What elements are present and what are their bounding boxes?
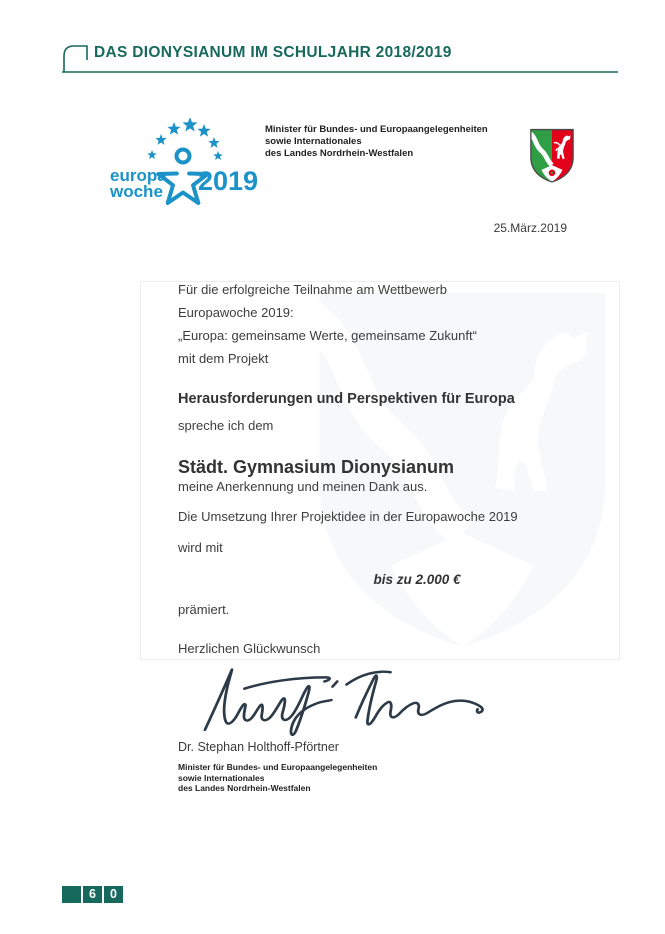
sender-line: Minister für Bundes- und Europaangelegenheiten xyxy=(265,124,488,135)
logo-year: 2019 xyxy=(198,166,259,196)
body-line: spreche ich dem xyxy=(178,418,274,433)
body-line: Herzlichen Glückwunsch xyxy=(178,641,321,656)
logo-word-1: europa xyxy=(110,166,167,185)
body-line: Europawoche 2019: xyxy=(178,305,294,320)
page-number-marker-square xyxy=(62,886,81,903)
page-title: DAS DIONYSIANUM IM SCHULJAHR 2018/2019 xyxy=(94,44,452,61)
logo-star-arc xyxy=(147,118,223,160)
logo-word-2: woche xyxy=(110,182,163,201)
sender-line: des Landes Nordrhein-Westfalen xyxy=(265,148,414,159)
europawoche-star-logo xyxy=(106,118,266,212)
handwritten-signature-icon xyxy=(198,664,488,736)
school-name: Städt. Gymnasium Dionysianum xyxy=(178,457,455,477)
signatory-role-line: des Landes Nordrhein-Westfalen xyxy=(178,783,311,793)
sender-line: sowie Internationales xyxy=(265,136,362,147)
body-line: mit dem Projekt xyxy=(178,351,269,366)
page-number xyxy=(62,886,123,903)
signatory-role-line: sowie Internationales xyxy=(178,772,265,783)
project-title: Herausforderungen und Perspektiven für Europa xyxy=(178,391,515,407)
body-line: Für die erfolgreiche Teilnahme am Wettbewerb xyxy=(178,282,448,297)
nrw-coat-of-arms-icon xyxy=(528,126,576,185)
page-number-digit: 6 xyxy=(83,886,102,903)
signatory-role xyxy=(178,762,377,794)
letter-date: 25.März.2019 xyxy=(493,221,567,235)
body-line: wird mit xyxy=(178,540,223,555)
body-line: prämiert. xyxy=(178,602,230,617)
prize-amount: bis zu 2.000 € xyxy=(373,572,461,587)
signatory-name: Dr. Stephan Holthoff-Pförtner xyxy=(178,740,339,754)
body-line: „Europa: gemeinsame Werte, gemeinsame Zukunft“ xyxy=(178,328,477,343)
body-line: meine Anerkennung und meinen Dank aus. xyxy=(178,479,428,494)
body-line: Die Umsetzung Ihrer Projektidee in der Europawoche 2019 xyxy=(178,509,518,524)
sender-address xyxy=(265,124,488,160)
page-number-digit: 0 xyxy=(104,886,123,903)
signatory-role-line: Minister für Bundes- und Europaangelegenheiten xyxy=(178,762,378,772)
